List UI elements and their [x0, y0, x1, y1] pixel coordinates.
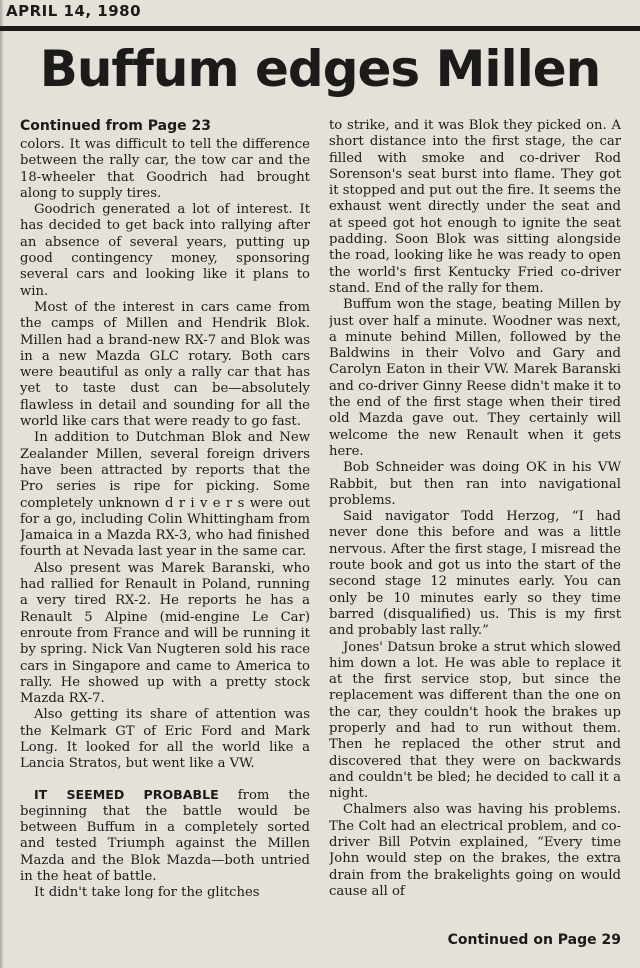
article-paragraph: Most of the interest in cars came from the camps of Millen and Hendrik Blok. Millen had a brand-new RX-7 and Blok was in a new Mazda GLC rotary. Both cars were beautiful as only a rally car that has yet to taste dust can be—absolutely flawless in detail and sounding for all the world like cars that were ready to go fast. [20, 299, 310, 430]
jump-from-label: Continued from Page 23 [20, 118, 211, 134]
article-paragraph: Said navigator Todd Herzog, “I had never done this before and was a little nervous. After the first stage, I misread the route book and got us into the start of the second stage 12 minutes early. You can only be 10 minutes early so they time barred (disqualified) us. This is my first and probably last rally.” [329, 509, 621, 639]
article-column-left [20, 116, 310, 964]
article-paragraph: Chalmers also was having his problems. The Colt had an electrical problem, and co-driver Bill Potvin explained, “Every time John would step on the brakes, the extra drain from the brakelights going on would cause all of [329, 802, 621, 899]
article-paragraph: colors. It was difficult to tell the difference between the rally car, the tow car and the 18-wheeler that Goodrich had brought along to supply tires. [20, 137, 310, 201]
page-fold-shadow [0, 0, 4, 968]
headline: Buffum edges Millen [39, 40, 601, 98]
article-paragraph: It didn't take long for the glitches [34, 885, 260, 901]
article-paragraph-lead [20, 787, 310, 886]
article-column-right [329, 118, 621, 966]
article-paragraph: In addition to Dutchman Blok and New Zealander Millen, several foreign drivers have been attracted by reports that the Pro series is ripe for picking. Some completely unknown d r i v e r s were out for a go, including Colin Whittingham from Jamaica in a Mazda RX-3, who had finished fourth at Nevada last year in the same car. [20, 430, 310, 560]
article-paragraph: to strike, and it was Blok they picked on. A short distance into the first stage, the car filled with smoke and co-driver Rod Sorenson's seat burst into flame. They got it stopped and put out the fire. It seems the exhaust went directly under the seat and at speed got hot enough to ignite the seat padding. Soon Blok was sitting alongside the road, looking like he was ready to open the world's first Kentucky Fried co-driver stand. End of the rally for them. [329, 118, 621, 296]
lead-paragraph-text: from the beginning that the battle would be between Buffum in a completely sorted and tested Triumph against the Millen Mazda and the Blok Mazda—both untried in the heat of battle. [20, 787, 310, 885]
article-paragraph: Bob Schneider was doing OK in his VW Rabbit, but then ran into navigational problems. [329, 460, 621, 508]
article-paragraph: Jones' Datsun broke a strut which slowed him down a lot. He was able to replace it at the first service stop, but since the replacement was different than the one on the car, they couldn't hook the brakes up properly and had to run without them. Then he replaced the other strut and discovered that they were on backwards and couldn't be bled; he decided to call it a night. [329, 639, 621, 802]
article-paragraph: Also getting its share of attention was the Kelmark GT of Eric Ford and Mark Long. It looked for all the world like a Lancia Stratos, but went like a VW. [20, 707, 310, 772]
article-paragraph: Also present was Marek Baranski, who had rallied for Renault in Poland, running a very tired RX-2. He reports he has a Renault 5 Alpine (mid-engine Le Car) enroute from France and will be running it by spring. Nick Van Nugteren sold his race cars in Singapore and came to America to rally. He showed up with a pretty stock Mazda RX-7. [20, 560, 310, 707]
lead-in-text: IT SEEMED PROBABLE [34, 786, 219, 802]
article-paragraph: Buffum won the stage, beating Millen by just over half a minute. Woodner was next, a minute behind Millen, followed by the Baldwins in their Volvo and Gary and Carolyn Eaton in their VW. Marek Baranski and co-driver Ginny Reese didn't make it to the end of the first stage when their tired old Mazda gave out. They certainly will welcome the new Renault when it gets here. [329, 297, 621, 459]
jump-to-label: Continued on Page 29 [447, 932, 621, 948]
dateline: APRIL 14, 1980 [6, 2, 142, 20]
header-rule [0, 26, 640, 31]
article-paragraph: Goodrich generated a lot of interest. It has decided to get back into rallying after an absence of several years, putting up good contingency money, sponsoring several cars and looking like it plans to win. [20, 202, 310, 299]
